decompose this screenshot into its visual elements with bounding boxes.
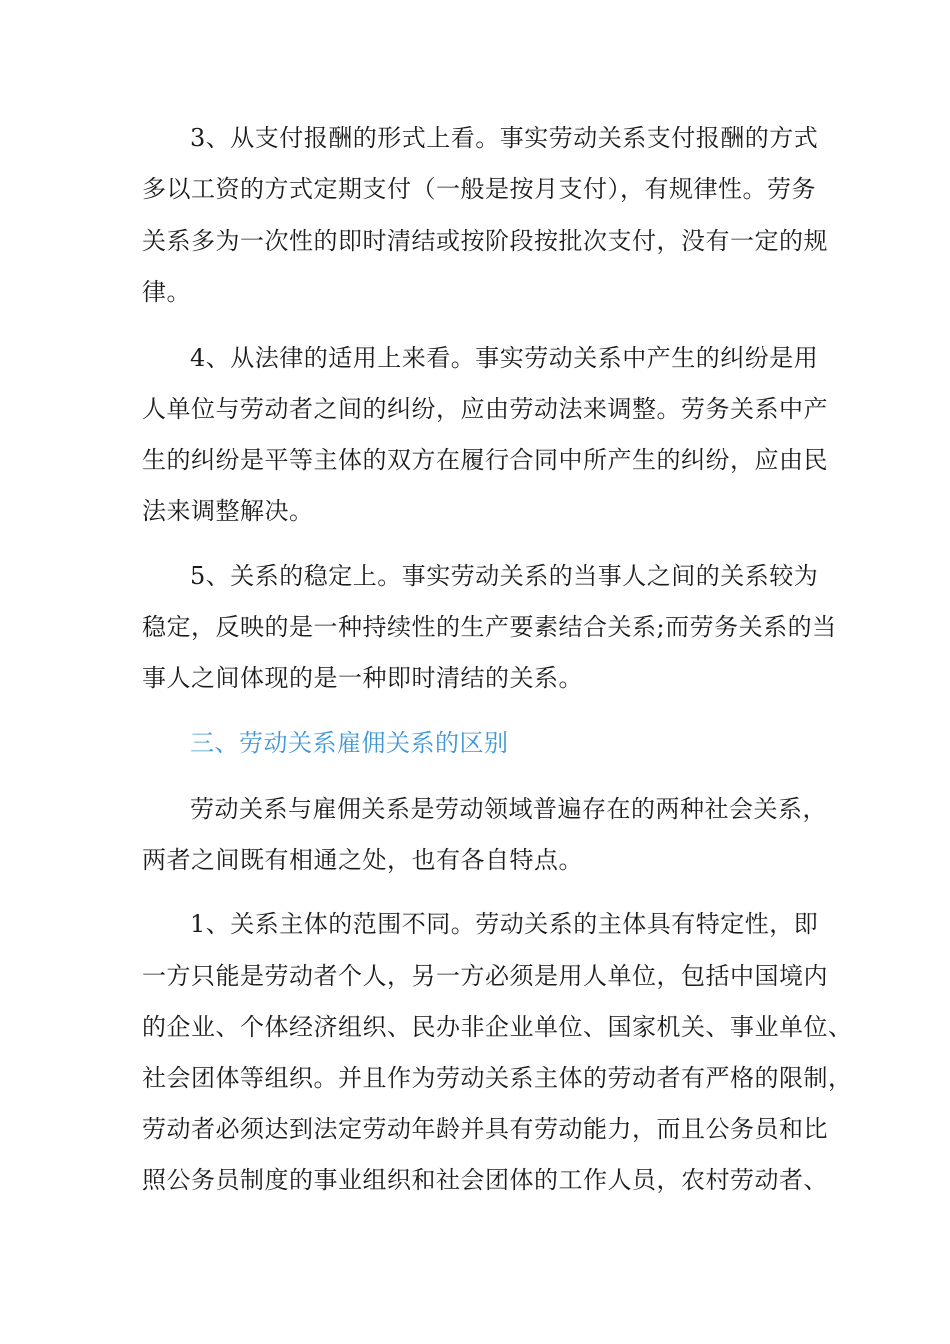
paragraph-line: 劳动关系与雇佣关系是劳动领域普遍存在的两种社会关系， [190,795,827,823]
paragraph-line: 劳动者必须达到法定劳动年龄并具有劳动能力，而且公务员和比 [142,1115,828,1143]
paragraph-line: 稳定，反映的是一种持续性的生产要素结合关系;而劳务关系的当 [142,613,837,641]
paragraph-line: 人单位与劳动者之间的纠纷，应由劳动法来调整。劳务关系中产 [142,395,828,423]
paragraph-line: 3、从支付报酬的形式上看。事实劳动关系支付报酬的方式 [190,124,819,152]
paragraph-line: 律。 [142,278,191,306]
paragraph-line: 两者之间既有相通之处，也有各自特点。 [142,846,583,874]
paragraph-line: 照公务员制度的事业组织和社会团体的工作人员，农村劳动者、 [142,1166,828,1194]
paragraph-line: 5、关系的稳定上。事实劳动关系的当事人之间的关系较为 [190,562,819,590]
paragraph-line: 1、关系主体的范围不同。劳动关系的主体具有特定性，即 [190,910,819,938]
paragraph-line: 一方只能是劳动者个人，另一方必须是用人单位，包括中国境内 [142,962,828,990]
paragraph-line: 关系多为一次性的即时清结或按阶段按批次支付，没有一定的规 [142,227,828,255]
paragraph-line: 法来调整解决。 [142,497,314,525]
paragraph-line: 的企业、个体经济组织、民办非企业单位、国家机关、事业单位、 [142,1013,853,1041]
paragraph-line: 4、从法律的适用上来看。事实劳动关系中产生的纠纷是用 [190,344,819,372]
paragraph-line: 事人之间体现的是一种即时清结的关系。 [142,664,583,692]
paragraph-line: 生的纠纷是平等主体的双方在履行合同中所产生的纠纷，应由民 [142,446,828,474]
section-heading: 三、劳动关系雇佣关系的区别 [190,729,509,757]
paragraph-line: 社会团体等组织。并且作为劳动关系主体的劳动者有严格的限制， [142,1064,853,1092]
paragraph-line: 多以工资的方式定期支付（一般是按月支付），有规律性。劳务 [142,175,816,203]
